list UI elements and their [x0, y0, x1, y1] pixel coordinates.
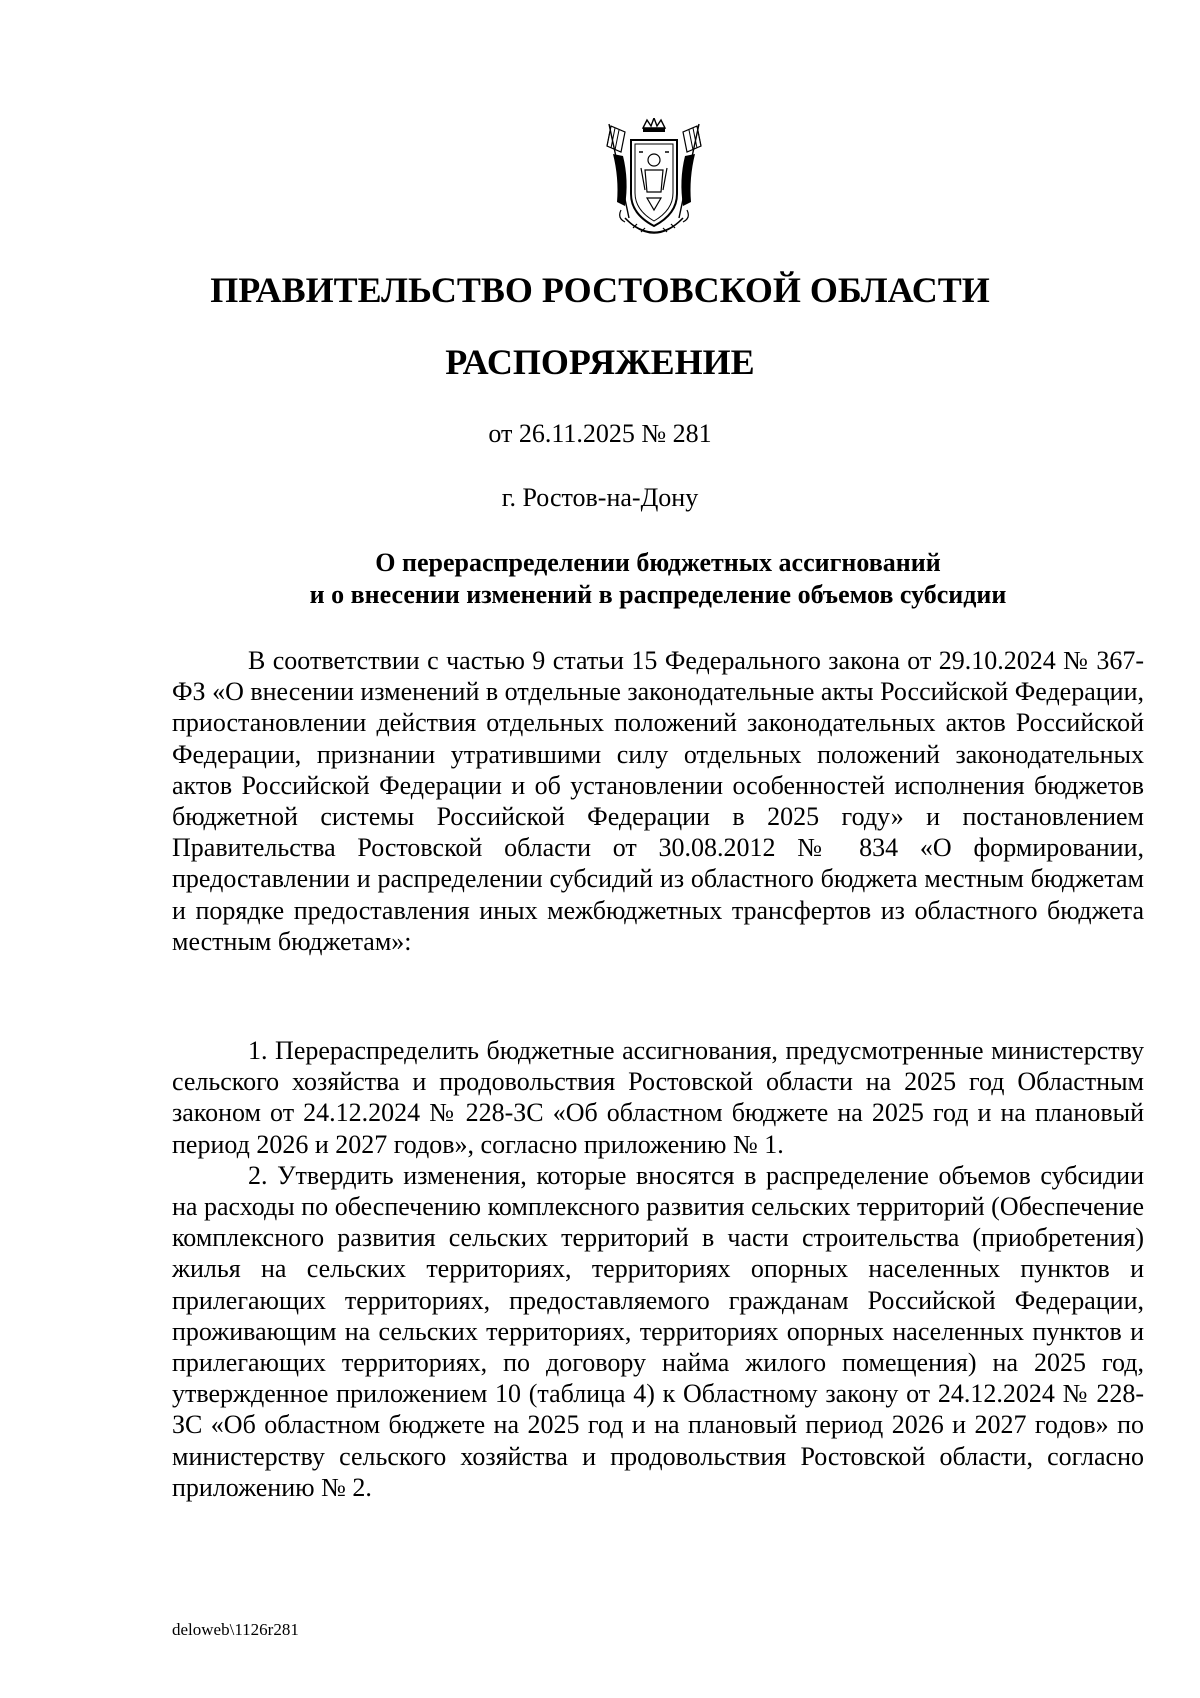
- document-subject: [172, 547, 1144, 611]
- preamble-section: [172, 645, 1144, 957]
- preamble-paragraph: В соответствии с частью 9 статьи 15 Федерального закона от 29.10.2024 № 367-ФЗ «О внесении изменений в отдельные законодательные акты Российской Федерации, приостановлении действия отдельных положений законодательных актов Российской Федерации, признании утратившими силу отдельных положений законодательных актов Российской Федерации и об установлении особенностей исполнения бюджетов бюджетной системы Российской Федерации в 2025 году» и постановлением Правительства Ростовской области от 30.08.2012 № 834 «О формировании, предоставлении и распределении субсидий из областного бюджета местным бюджетам и порядке предоставления иных межбюджетных трансфертов из областного бюджета местным бюджетам»:: [172, 646, 1144, 956]
- footer-document-code: deloweb\1126r281: [172, 1620, 299, 1639]
- resolution-items: [172, 1035, 1144, 1503]
- organization-title: ПРАВИТЕЛЬСТВО РОСТОВСКОЙ ОБЛАСТИ: [210, 270, 990, 310]
- subject-line-1: О перераспределении бюджетных ассигнований: [375, 548, 941, 577]
- item-1-paragraph: 1. Перераспределить бюджетные ассигнования, предусмотренные министерству сельского хозяйства и продовольствия Ростовской области на 2025 год Областным законом от 24.12.2024 № 228-ЗС «Об областном бюджете на 2025 год и на плановый период 2026 и 2027 годов», согласно приложению № 1.: [172, 1036, 1144, 1159]
- subject-line-2: и о внесении изменений в распределение объемов субсидии: [309, 580, 1007, 609]
- item-2-paragraph: 2. Утвердить изменения, которые вносятся в распределение объемов субсидии на расходы по обеспечению комплексного развития сельских территорий (Обеспечение комплексного развития сельских территорий в части строительства (приобретения) жилья на сельских территориях, территориях опорных населенных пунктов и прилегающих территориях, предоставляемого гражданам Российской Федерации, проживающим на сельских территориях, территориях опорных населенных пунктов и прилегающих территориях, по договору найма жилого помещения) на 2025 год, утвержденное приложением 10 (таблица 4) к Областному закону от 24.12.2024 № 228-ЗС «Об областном бюджете на 2025 год и на плановый период 2026 и 2027 годов» по министерству сельского хозяйства и продовольствия Ростовской области, согласно приложению № 2.: [172, 1160, 1144, 1502]
- document-type: РАСПОРЯЖЕНИЕ: [445, 342, 755, 382]
- coat-of-arms-icon: [599, 118, 709, 248]
- document-city: г. Ростов-на-Дону: [501, 483, 699, 512]
- document-date-number: от 26.11.2025 № 281: [488, 419, 712, 448]
